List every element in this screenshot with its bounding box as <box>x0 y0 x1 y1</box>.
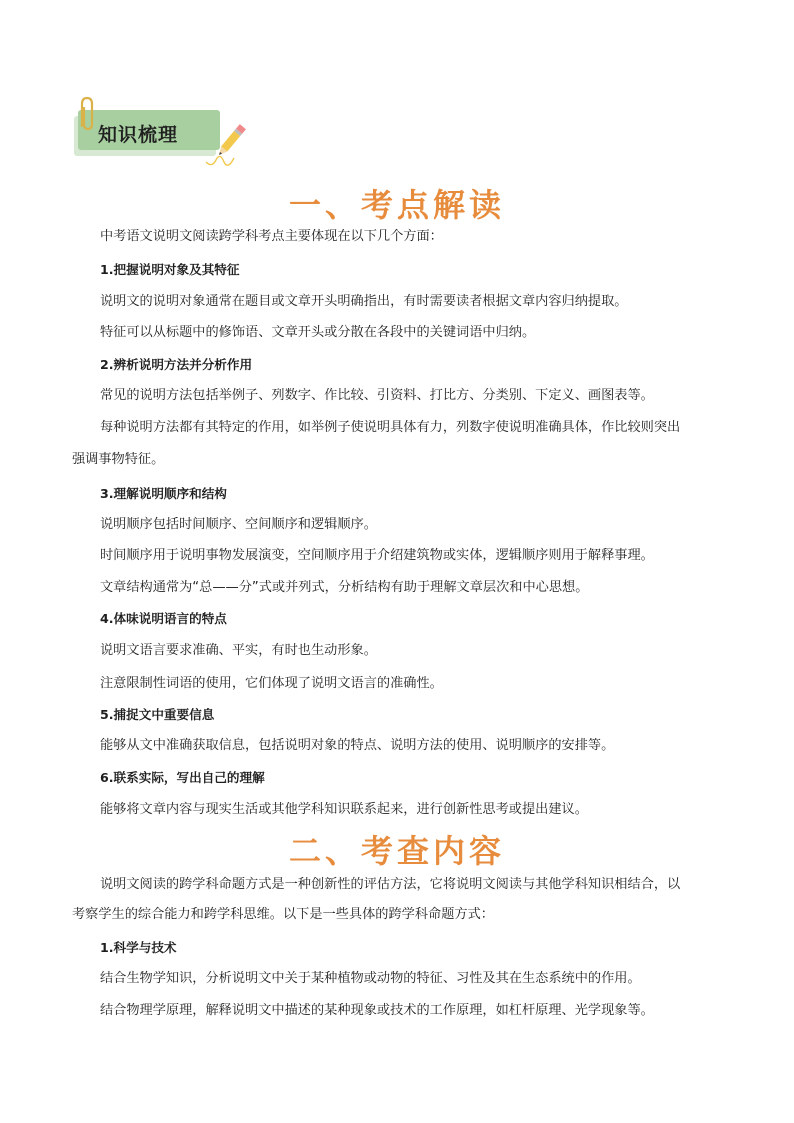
paragraph-line: 文章结构通常为“总——分”式或并列式，分析结构有助于理解文章层次和中心思想。 <box>100 580 589 595</box>
paragraph-line: 每种说明方法都有其特定的作用，如举例子使说明具体有力，列数字使说明准确具体，作比较则突出 <box>100 420 681 435</box>
paragraph-line: 常见的说明方法包括举例子、列数字、作比较、引资料、打比方、分类别、下定义、画图表等。 <box>100 388 654 403</box>
paragraph-line: 说明文的说明对象通常在题目或文章开头明确指出，有时需要读者根据文章内容归纳提取。 <box>100 294 628 309</box>
paragraph-line: 强调事物特征。 <box>72 452 165 467</box>
paragraph-line: 说明顺序包括时间顺序、空间顺序和逻辑顺序。 <box>100 517 377 532</box>
item-title: 5.捕捉文中重要信息 <box>100 707 215 722</box>
item-title: 2.辨析说明方法并分析作用 <box>100 357 253 372</box>
squiggle-decoration <box>204 140 244 170</box>
paragraph-line: 说明文语言要求准确、平实，有时也生动形象。 <box>100 643 377 658</box>
paragraph-line: 特征可以从标题中的修饰语、文章开头或分散在各段中的关键词语中归纳。 <box>100 325 536 340</box>
paragraph-line: 结合生物学知识，分析说明文中关于某种植物或动物的特征、习性及其在生态系统中的作用。 <box>100 971 641 986</box>
paragraph-line: 时间顺序用于说明事物发展演变，空间顺序用于介绍建筑物或实体，逻辑顺序则用于解释事理。 <box>100 548 654 563</box>
paragraph-line: 结合物理学原理，解释说明文中描述的某种现象或技术的工作原理，如杠杆原理、光学现象等。 <box>100 1003 654 1018</box>
paragraph-line: 注意限制性词语的使用，它们体现了说明文语言的准确性。 <box>100 676 443 691</box>
section-heading-2: 二、考查内容 <box>288 832 505 870</box>
section2-intro-line: 说明文阅读的跨学科命题方式是一种创新性的评估方法，它将说明文阅读与其他学科知识相结合，以 <box>100 877 681 892</box>
item-title: 3.理解说明顺序和结构 <box>100 486 227 501</box>
section-badge <box>72 96 262 174</box>
section1-intro: 中考语文说明文阅读跨学科考点主要体现在以下几个方面： <box>100 229 443 244</box>
item-title: 4.体味说明语言的特点 <box>100 611 227 626</box>
badge-label: 知识梳理 <box>98 124 179 146</box>
paragraph-line: 能够从文中准确获取信息，包括说明对象的特点、说明方法的使用、说明顺序的安排等。 <box>100 738 615 753</box>
item-title: 1.科学与技术 <box>100 940 177 955</box>
item-title: 6.联系实际，写出自己的理解 <box>100 770 265 785</box>
paragraph-line: 能够将文章内容与现实生活或其他学科知识联系起来，进行创新性思考或提出建议。 <box>100 802 588 817</box>
section-heading-1: 一、考点解读 <box>288 186 505 224</box>
section2-intro-line: 考察学生的综合能力和跨学科思维。以下是一些具体的跨学科命题方式： <box>72 907 494 922</box>
item-title: 1.把握说明对象及其特征 <box>100 262 240 277</box>
